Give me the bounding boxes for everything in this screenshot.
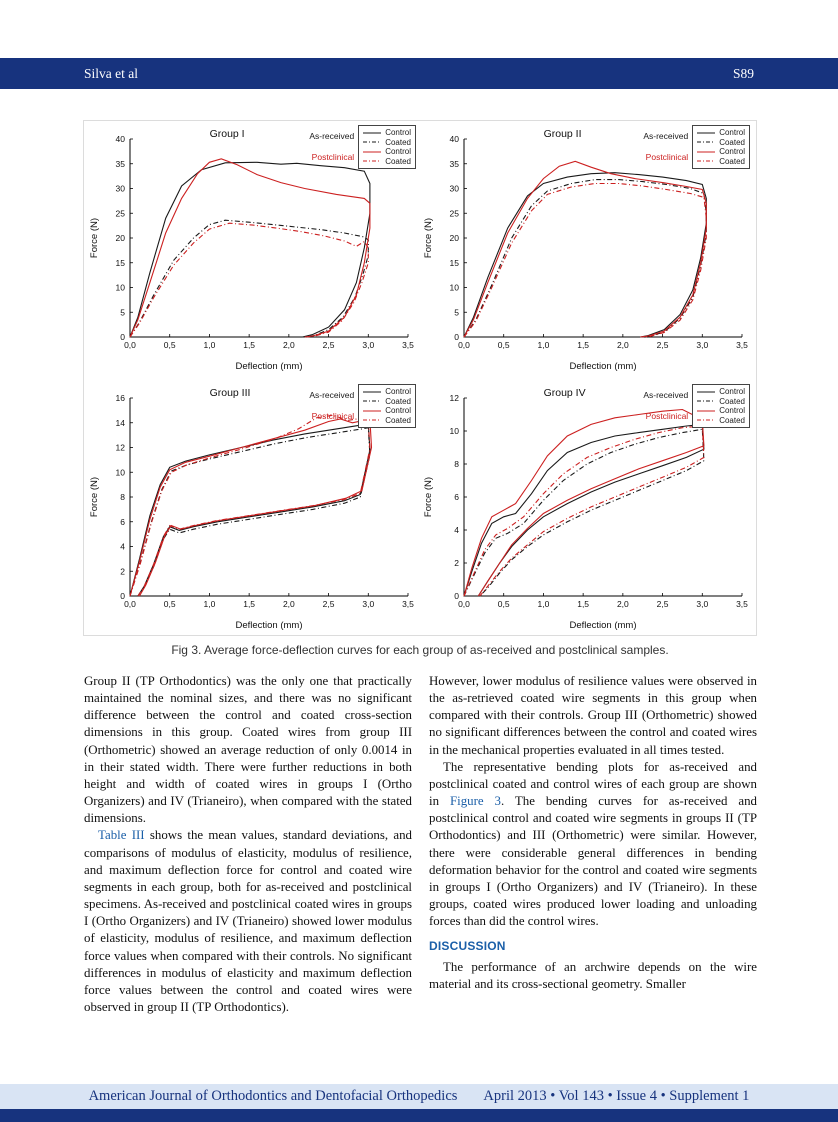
y-tick-label: 20 [449,233,459,243]
y-tick-label: 40 [449,134,459,144]
running-author: Silva et al [84,65,138,81]
y-tick-label: 16 [115,393,125,403]
legend-entry [696,147,745,157]
y-tick-label: 10 [449,282,459,293]
x-tick-label: 3,0 [362,599,375,609]
x-tick-label: 0,0 [124,340,136,350]
legend-entry-label: Coated [385,137,411,147]
y-tick-label: 35 [115,158,125,169]
chart-title: Group IV [543,387,586,399]
legend-entry-label: Control [719,406,745,416]
x-tick-label: 2,0 [282,599,295,609]
x-axis-label: Deflection (mm) [569,620,637,631]
figure-3 [83,120,757,636]
y-tick-label: 25 [449,208,459,219]
x-axis-label: Deflection (mm) [569,361,637,372]
page-number: S89 [732,65,754,81]
legend-line-sample-icon [696,138,716,146]
legend-group-label: As-received [309,389,355,400]
series-line [130,428,370,596]
legend-entry-label: Coated [385,156,411,166]
body-paragraph [84,673,412,827]
legend-entry-label: Control [385,128,411,138]
page-header-band [0,58,838,89]
chart-group-iii [86,382,420,641]
series-line [464,173,706,337]
body-paragraph [429,959,757,993]
y-tick-label: 6 [120,516,125,527]
x-axis-label: Deflection (mm) [235,361,303,372]
y-tick-label: 40 [115,134,125,144]
x-tick-label: 0,5 [497,599,510,609]
text-run: The performance of an archwire depends on the wire material and its cross-sectional geometry. Smaller [429,960,757,992]
legend-entry [696,138,745,148]
legend-entry-label: Control [385,387,411,397]
x-tick-label: 3,5 [736,599,748,609]
legend-line-sample-icon [696,416,716,424]
legend-entry-label: Coated [719,396,745,406]
x-tick-label: 3,0 [696,340,709,350]
legend-group-labels [643,384,688,426]
legend-line-sample-icon [362,157,382,165]
series-line [130,162,370,337]
legend-entry-label: Control [719,128,745,138]
legend-group-label: As-received [643,130,689,141]
x-tick-label: 0,5 [497,340,510,350]
legend-line-sample-icon [696,407,716,415]
legend-line-sample-icon [362,407,382,415]
series-line [464,161,706,337]
legend-entry [696,397,745,407]
x-tick-label: 2,5 [322,340,335,350]
y-tick-label: 12 [115,442,125,453]
y-tick-label: 8 [454,459,459,469]
series-line [130,223,368,337]
legend-group-labels [309,125,354,167]
x-tick-label: 3,5 [402,340,414,350]
legend-entry-label: Coated [385,415,411,425]
x-tick-label: 1,5 [243,340,256,350]
legend-line-sample-icon [696,157,716,165]
x-tick-label: 1,0 [537,599,550,609]
x-tick-label: 2,5 [656,340,669,350]
legend-line-sample-icon [362,416,382,424]
legend-line-sample-icon [696,129,716,137]
x-tick-label: 0,0 [458,599,470,609]
bottom-band [0,1109,838,1122]
legend-entry-label: Control [385,147,411,157]
series-line [464,180,706,337]
chart-title: Group II [543,128,582,140]
y-tick-label: 10 [115,282,125,293]
y-tick-label: 5 [454,307,459,318]
legend-entry [696,157,745,167]
chart-title: Group I [209,128,245,140]
y-tick-label: 8 [120,492,125,502]
legend-line-sample-icon [362,388,382,396]
body-paragraph [429,673,757,759]
y-tick-label: 30 [115,183,125,194]
y-tick-label: 10 [449,426,459,436]
legend-entry [362,157,411,167]
y-tick-label: 0 [120,591,125,601]
legend-entry-label: Coated [719,156,745,166]
legend-box [692,384,750,428]
legend-group-label: Postclinical [645,410,689,421]
legend-entry-label: Coated [719,415,745,425]
y-axis-label: Force (N) [89,217,100,259]
x-tick-label: 2,0 [616,599,629,609]
x-tick-label: 3,5 [736,340,748,350]
cross-reference-link[interactable]: Table III [98,828,145,843]
y-axis-label: Force (N) [89,476,100,518]
x-tick-label: 0,5 [163,340,176,350]
text-run: Group II (TP Orthodontics) was the only one that practically maintained the nominal sizes, and there was no significant difference between the control and coated cross-section dimensions in this group. Coated wires from group III (Orthometric) showed an average reduction of only 0.0014 in in their stated width. There were further reductions in both height and width of coated wires in groups I (Ortho Organizers) and IV (Trianeiro), when compared with the stated dimensions. [84,674,412,826]
legend-line-sample-icon [362,138,382,146]
body-column-right [429,673,757,994]
chart-legend [643,125,750,169]
x-tick-label: 1,5 [577,340,590,350]
y-tick-label: 15 [449,257,459,268]
body-paragraph [429,759,757,931]
issue-info: April 2013 • Vol 143 • Issue 4 • Supplement 1 [483,1088,750,1104]
journal-title: American Journal of Orthodontics and Dentofacial Orthopedics [88,1088,458,1104]
y-tick-label: 35 [449,158,459,169]
y-axis-label: Force (N) [423,476,434,518]
x-tick-label: 1,0 [537,340,550,350]
legend-group-label: Postclinical [311,410,355,421]
legend-line-sample-icon [362,129,382,137]
x-tick-label: 2,0 [616,340,629,350]
x-tick-label: 1,0 [203,340,216,350]
legend-group-label: Postclinical [645,151,689,162]
legend-entry [696,416,745,426]
body-column-left [84,673,412,1016]
x-tick-label: 1,5 [577,599,590,609]
y-tick-label: 5 [120,307,125,318]
legend-entry-label: Control [719,147,745,157]
y-tick-label: 2 [454,558,459,568]
x-tick-label: 0,0 [458,340,470,350]
y-tick-label: 0 [454,591,459,601]
y-axis-label: Force (N) [423,217,434,259]
series-line [464,426,704,596]
legend-entry-label: Coated [385,396,411,406]
x-axis-label: Deflection (mm) [235,620,303,631]
legend-group-labels [643,125,688,167]
text-run: . The bending curves for as-received and postclinical control and coated wire segments in groups II (TP Orthodontics) and III (Orthometric) were similar. However, there were considerable general differences in bending deformation behavior for the control and coated wire segments in groups I (Ortho Organizers) and IV (Trianeiro). In these groups, coated wires produced lower loading and unloading forces than did the control wires. [429,794,758,929]
y-tick-label: 2 [120,566,125,577]
x-tick-label: 1,0 [203,599,216,609]
y-tick-label: 4 [120,541,125,552]
body-paragraph [84,827,412,1016]
legend-entry [696,406,745,416]
chart-title: Group III [209,387,251,399]
legend-group-label: As-received [309,130,355,141]
legend-box [692,125,750,169]
figure-caption: Fig 3. Average force-deflection curves for each group of as-received and postclinical samples. [171,643,669,657]
y-tick-label: 0 [454,332,459,342]
y-tick-label: 10 [115,467,125,478]
series-line [464,184,706,338]
x-tick-label: 0,5 [163,599,176,609]
y-tick-label: 20 [115,233,125,243]
legend-entry [362,128,411,138]
series-line [464,410,704,597]
legend-group-label: As-received [643,389,689,400]
legend-line-sample-icon [696,397,716,405]
x-tick-label: 0,0 [124,599,136,609]
y-tick-label: 0 [120,332,125,342]
x-tick-label: 3,0 [362,340,375,350]
legend-entry-label: Control [385,406,411,416]
legend-entry [362,138,411,148]
legend-line-sample-icon [696,388,716,396]
section-heading: DISCUSSION [429,939,506,954]
legend-entry [362,406,411,416]
legend-box [358,384,416,428]
legend-entry [696,128,745,138]
cross-reference-link[interactable]: Figure 3 [449,794,501,809]
legend-group-labels [309,384,354,426]
x-tick-label: 1,5 [243,599,256,609]
legend-entry [362,147,411,157]
text-run: However, lower modulus of resilience values were observed in the as-retrieved coated wire segments in this group when compared with their controls. Group III (Orthometric) showed no significant differences between the control and coated wires in the mechanical properties evaluated in all times tested. [429,674,757,757]
legend-entry-label: Control [719,387,745,397]
legend-line-sample-icon [362,397,382,405]
x-tick-label: 2,0 [282,340,295,350]
x-tick-label: 3,0 [696,599,709,609]
text-run: shows the mean values, standard deviations, and comparisons of modulus of elasticity, modulus of resilience, and maximum deflection force for control and coated wire segments in each group, both for as-received and postclinical specimens. As-received and postclinical coated wires in groups I (Ortho Organizers) and IV (Trianeiro) showed lower modulus of elasticity, modulus of resilience, and maximum deflection force values when compared with their controls. No significant differences in modulus of elasticity and maximum deflection force values between the control and coated wires were observed in group II (TP Orthodontics). [84,828,412,1014]
y-tick-label: 25 [115,208,125,219]
journal-footer-band [0,1084,838,1109]
legend-entry-label: Coated [719,137,745,147]
series-line [130,159,370,337]
y-tick-label: 6 [454,492,459,502]
legend-entry [362,387,411,397]
legend-entry [362,397,411,407]
y-tick-label: 30 [449,183,459,194]
chart-group-ii [420,123,754,382]
legend-group-label: Postclinical [311,151,355,162]
chart-legend [309,125,416,169]
x-tick-label: 2,5 [322,599,335,609]
chart-legend [309,384,416,428]
legend-line-sample-icon [696,148,716,156]
chart-legend [643,384,750,428]
legend-box [358,125,416,169]
y-tick-label: 15 [115,257,125,268]
chart-group-iv [420,382,754,641]
y-tick-label: 14 [115,417,125,428]
y-tick-label: 4 [454,525,459,535]
legend-entry [362,416,411,426]
legend-entry [696,387,745,397]
x-tick-label: 3,5 [402,599,414,609]
text-run: The representative bending plots for as-received and postclinical coated and control wires of each group are shown in [429,759,757,809]
legend-line-sample-icon [362,148,382,156]
y-tick-label: 12 [449,393,459,403]
x-tick-label: 2,5 [656,599,669,609]
chart-group-i [86,123,420,382]
